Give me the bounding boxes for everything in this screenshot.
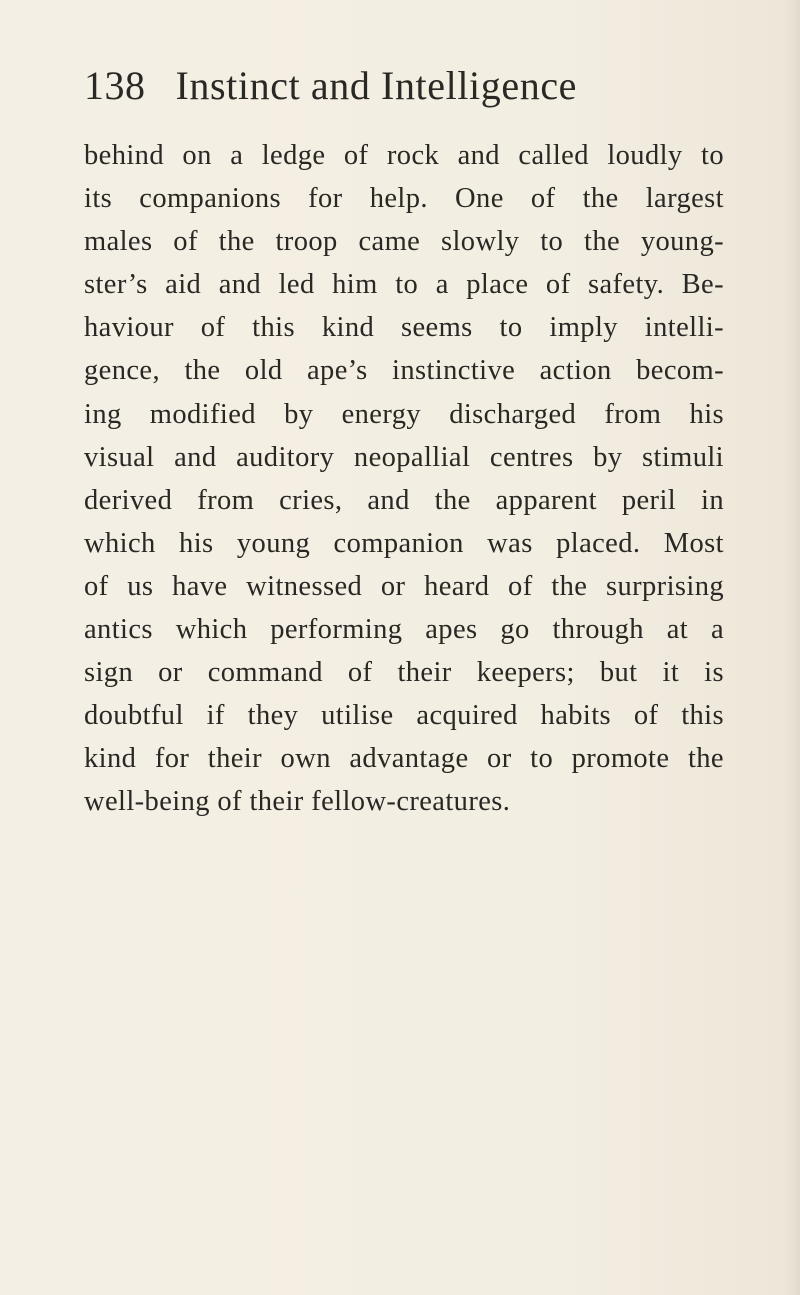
page-edge-shadow [786, 0, 800, 1295]
text-line: kind for their own advantage or to promote the [84, 743, 724, 775]
text-line: its companions for help. One of the largest [84, 183, 724, 215]
running-head [84, 62, 724, 122]
text-line: behind on a ledge of rock and called loudly to [84, 140, 724, 171]
text-line: derived from cries, and the apparent peril in [84, 484, 724, 516]
running-title: Instinct and Intelligence [175, 63, 578, 108]
text-line: ster’s aid and led him to a place of safety. Be- [84, 269, 724, 301]
text-line: antics which performing apes go through at a [84, 614, 724, 646]
text-line: visual and auditory neopallial centres by stimuli [84, 441, 724, 473]
text-line: which his young companion was placed. Most [84, 527, 724, 559]
text-line: males of the troop came slowly to the young- [84, 226, 724, 258]
text-line-last: well-being of their fellow-creatures. [84, 786, 511, 818]
text-line: sign or command of their keepers; but it is [84, 657, 724, 689]
text-line: gence, the old ape’s instinctive action becom- [84, 355, 724, 387]
text-line: of us have witnessed or heard of the surprising [84, 570, 724, 602]
text-line: doubtful if they utilise acquired habits of this [84, 700, 724, 732]
body-text [84, 134, 724, 824]
page-number: 138 [84, 63, 146, 108]
text-line: ing modified by energy discharged from his [84, 398, 724, 430]
text-line: haviour of this kind seems to imply intelli- [84, 312, 724, 344]
